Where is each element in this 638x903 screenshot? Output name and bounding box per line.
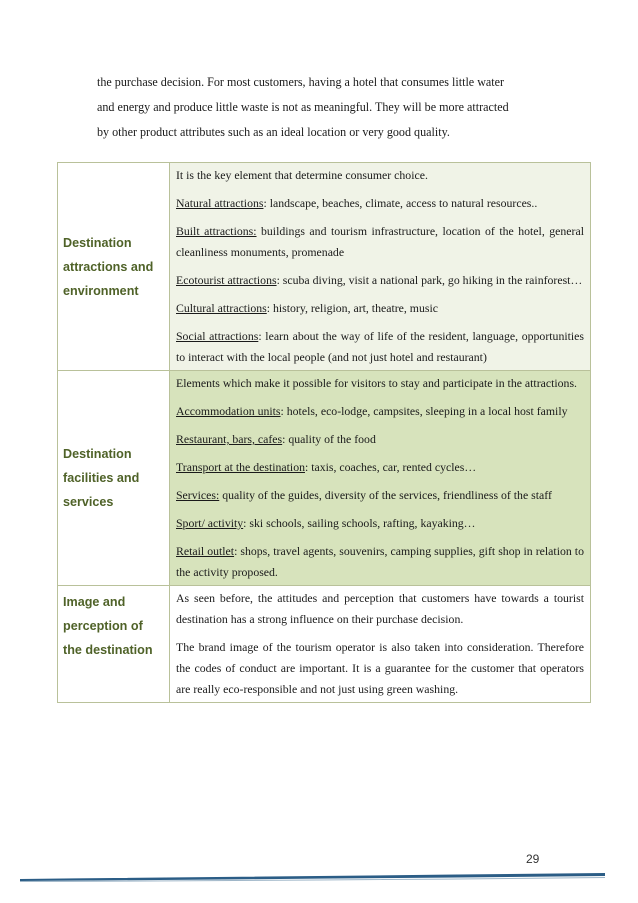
underlined-label: Ecotourist attractions	[176, 273, 277, 287]
row-header: Destination attractions and environment	[58, 163, 170, 371]
page-number: 29	[526, 852, 540, 866]
intro-line: by other product attributes such as an ideal location or very good quality.	[97, 125, 450, 139]
row-content	[170, 371, 591, 586]
row-content	[170, 163, 591, 371]
paragraph: Retail outlet: shops, travel agents, souvenirs, camping supplies, gift shop in relation to the activity proposed.	[176, 544, 584, 579]
table-row	[58, 371, 591, 586]
intro-paragraph	[97, 70, 547, 145]
paragraph: Services: quality of the guides, diversity of the services, friendliness of the staff	[176, 488, 552, 502]
underlined-label: Retail outlet	[176, 544, 235, 558]
paragraph: As seen before, the attitudes and perception that customers have towards a tourist destination has a strong influence on their purchase decision.	[176, 591, 584, 626]
underlined-label: Sport/ activity	[176, 516, 244, 530]
paragraph: The brand image of the tourism operator is also taken into consideration. Therefore the codes of conduct are important. It is a guarantee for the customer that operators are really eco-responsible and not just using green washing.	[176, 640, 584, 696]
underlined-label: Transport at the destination	[176, 460, 305, 474]
destination-elements-table	[57, 162, 591, 703]
paragraph: Natural attractions: landscape, beaches, climate, access to natural resources..	[176, 196, 538, 210]
intro-line: the purchase decision. For most customers, having a hotel that consumes little water	[97, 75, 505, 89]
paragraph: Cultural attractions: history, religion, art, theatre, music	[176, 301, 438, 315]
row-content	[170, 586, 591, 703]
paragraph: Sport/ activity: ski schools, sailing schools, rafting, kayaking…	[176, 516, 476, 530]
paragraph: Ecotourist attractions: scuba diving, visit a national park, go hiking in the rainforest…	[176, 273, 583, 287]
paragraph: Accommodation units: hotels, eco-lodge, campsites, sleeping in a local host family	[176, 404, 568, 418]
underlined-label: Cultural attractions	[176, 301, 267, 315]
paragraph: Social attractions: learn about the way of life of the resident, language, opportunities to interact with the local people (and not just hotel and restaurant)	[176, 329, 584, 364]
underlined-label: Accommodation units	[176, 404, 281, 418]
underlined-label: Restaurant, bars, cafes	[176, 432, 283, 446]
row-header: Image and perception of the destination	[58, 586, 170, 703]
paragraph: Restaurant, bars, cafes: quality of the food	[176, 432, 376, 446]
underlined-label: Services:	[176, 488, 220, 502]
paragraph: It is the key element that determine consumer choice.	[176, 168, 428, 182]
paragraph: Built attractions: buildings and tourism infrastructure, location of the hotel, general cleanliness monuments, promenade	[176, 224, 584, 259]
underlined-label: Natural attractions	[176, 196, 264, 210]
underlined-label: Built attractions:	[176, 224, 257, 238]
row-header: Destination facilities and services	[58, 371, 170, 586]
intro-line: and energy and produce little waste is not as meaningful. They will be more attracted	[97, 100, 509, 114]
table-row	[58, 586, 591, 703]
table-row	[58, 163, 591, 371]
paragraph: Transport at the destination: taxis, coaches, car, rented cycles…	[176, 460, 477, 474]
paragraph: Elements which make it possible for visitors to stay and participate in the attractions.	[176, 376, 577, 390]
underlined-label: Social attractions	[176, 329, 259, 343]
footer-decoration-bar	[20, 872, 620, 884]
